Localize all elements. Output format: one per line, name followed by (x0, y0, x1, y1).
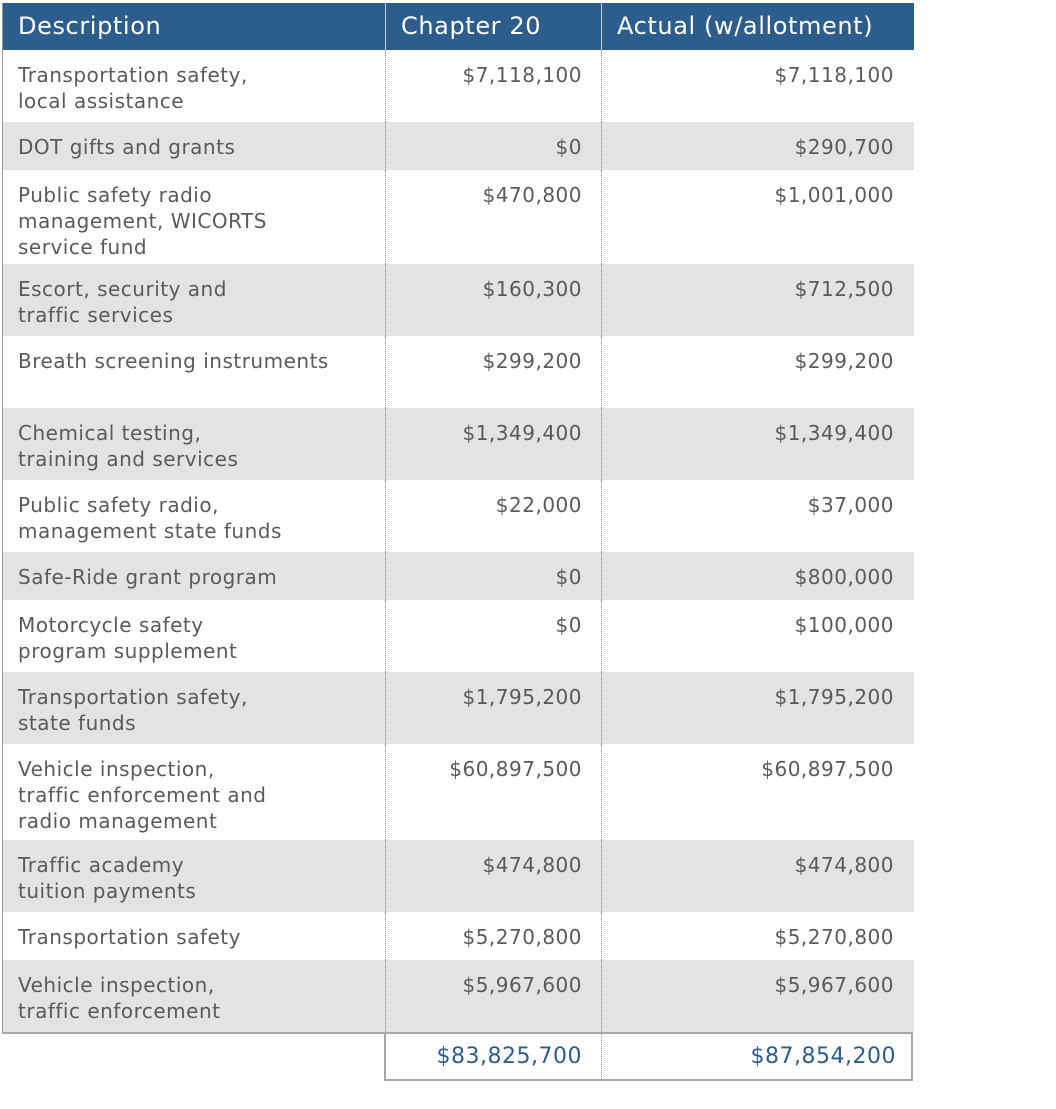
total-divider (2, 1032, 385, 1034)
row-description: Breath screening instruments (3, 336, 386, 408)
header-actual: Actual (w/allotment) (617, 12, 874, 40)
row-description: DOT gifts and grants (3, 122, 386, 170)
row-description: Public safety radio management, WICORTS service fund (3, 170, 386, 264)
table-header (3, 3, 914, 50)
row-actual: $60,897,500 (761, 757, 894, 781)
table-row (3, 552, 914, 600)
table-row (3, 408, 914, 480)
row-chapter-20: $22,000 (386, 480, 602, 552)
row-actual: $800,000 (794, 565, 894, 589)
row-description: Transportation safety (3, 912, 386, 960)
row-description: Chemical testing, training and services (3, 408, 386, 480)
row-description: Escort, security and traffic services (3, 264, 386, 336)
row-actual: $5,967,600 (774, 973, 894, 997)
row-chapter-20: $0 (386, 552, 602, 600)
table-row (3, 840, 914, 912)
row-chapter-20: $1,349,400 (386, 408, 602, 480)
row-chapter-20: $299,200 (386, 336, 602, 408)
header-chapter-20: Chapter 20 (386, 3, 602, 50)
table-row (3, 50, 914, 122)
row-chapter-20: $1,795,200 (386, 672, 602, 744)
table-row (3, 960, 914, 1032)
totals-row (384, 1032, 913, 1081)
row-chapter-20: $5,967,600 (386, 960, 602, 1032)
row-description: Public safety radio, management state funds (3, 480, 386, 552)
table-row (3, 122, 914, 170)
table-row (3, 672, 914, 744)
table-row (3, 170, 914, 264)
row-actual: $712,500 (794, 277, 894, 301)
row-description: Transportation safety, local assistance (3, 50, 386, 122)
budget-table (2, 3, 914, 1032)
row-actual: $299,200 (794, 349, 894, 373)
row-chapter-20: $5,270,800 (386, 912, 602, 960)
row-description: Transportation safety, state funds (3, 672, 386, 744)
row-actual: $5,270,800 (774, 925, 894, 949)
table-row (3, 336, 914, 408)
row-actual: $7,118,100 (774, 63, 894, 87)
row-chapter-20: $0 (386, 122, 602, 170)
table-row (3, 912, 914, 960)
table-row (3, 744, 914, 840)
row-description: Vehicle inspection, traffic enforcement and radio management (3, 744, 386, 840)
row-actual: $290,700 (794, 135, 894, 159)
row-actual: $37,000 (807, 493, 894, 517)
row-chapter-20: $470,800 (386, 170, 602, 264)
row-chapter-20: $160,300 (386, 264, 602, 336)
row-description: Motorcycle safety program supplement (3, 600, 386, 672)
row-description: Safe-Ride grant program (3, 552, 386, 600)
row-actual: $474,800 (794, 853, 894, 877)
total-actual: $87,854,200 (750, 1044, 896, 1069)
row-description: Vehicle inspection, traffic enforcement (3, 960, 386, 1032)
row-actual: $100,000 (794, 613, 894, 637)
row-actual: $1,795,200 (774, 685, 894, 709)
row-chapter-20: $474,800 (386, 840, 602, 912)
row-chapter-20: $7,118,100 (386, 50, 602, 122)
header-description: Description (3, 3, 386, 50)
row-actual: $1,001,000 (774, 183, 894, 207)
row-actual: $1,349,400 (774, 421, 894, 445)
total-chapter-20: $83,825,700 (386, 1034, 602, 1079)
row-chapter-20: $0 (386, 600, 602, 672)
table-row (3, 264, 914, 336)
row-description: Traffic academy tuition payments (3, 840, 386, 912)
table-row (3, 600, 914, 672)
table-row (3, 480, 914, 552)
row-chapter-20: $60,897,500 (386, 744, 602, 840)
